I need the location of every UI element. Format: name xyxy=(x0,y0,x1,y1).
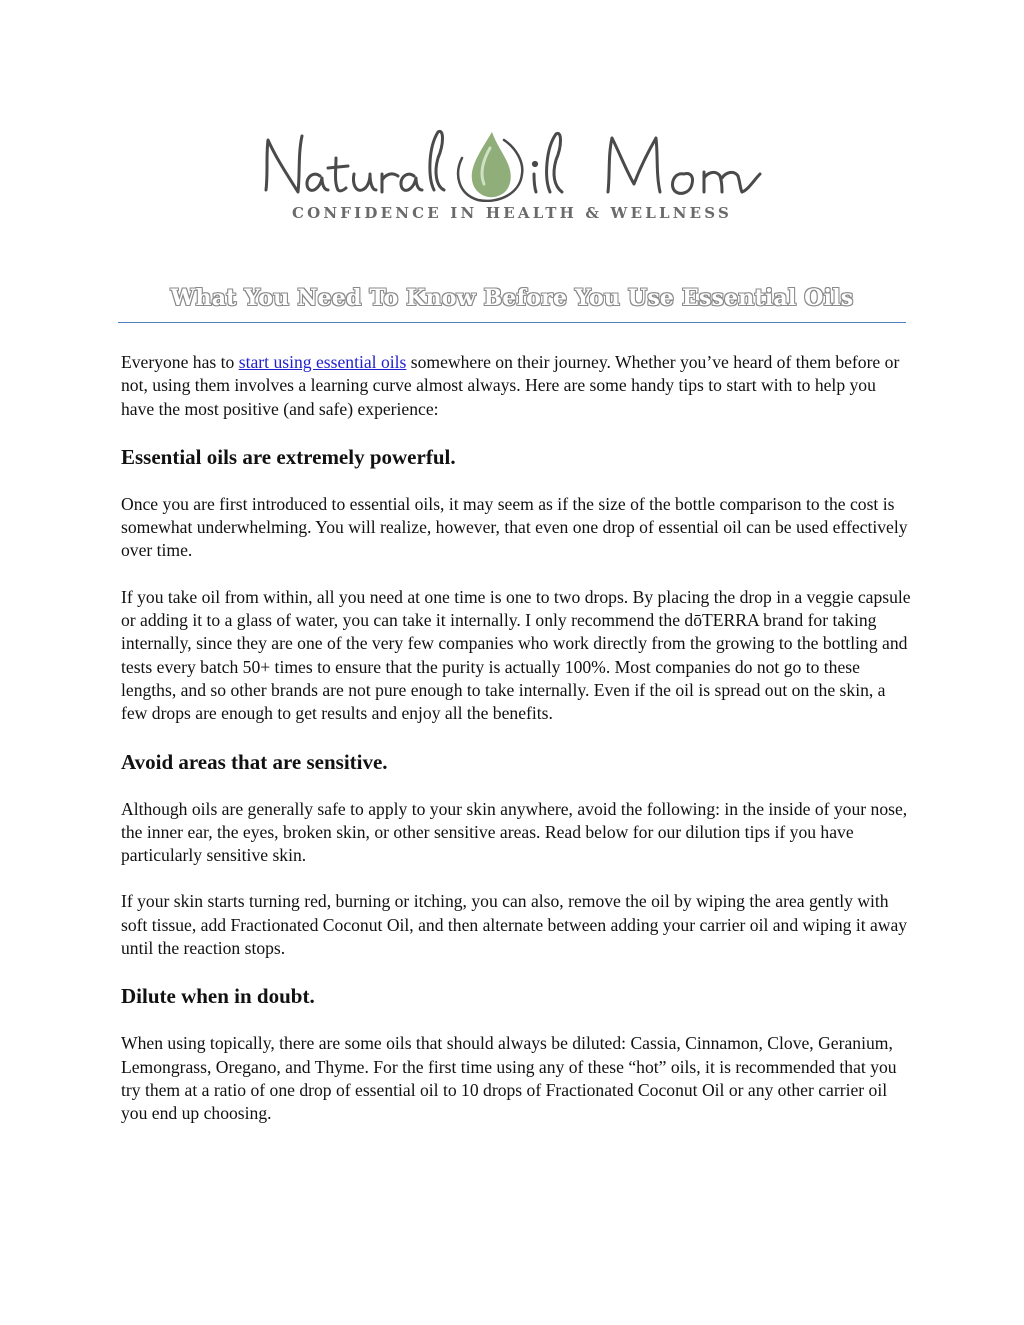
logo-tagline: CONFIDENCE IN HEALTH & WELLNESS xyxy=(291,204,733,222)
section-paragraph: If your skin starts turning red, burning or itching, you can also, remove the oil by wiping the area gently with soft tissue, add Fractionated Coconut Oil, and then alternate between adding your carrier oil and wiping it away until the reaction stops. xyxy=(121,891,908,959)
title-divider xyxy=(118,322,906,323)
intro-text-after-link: somewhere on their journey. Whether you’ve heard of them before or not, using them involves a learning curve almost always. Here are some handy tips to start with to help you have the most positive (and safe) experience: xyxy=(121,352,900,419)
intro-paragraph xyxy=(121,351,911,421)
intro-text-before-link: Everyone has to xyxy=(121,352,239,372)
section-heading: Avoid areas that are sensitive. xyxy=(121,749,388,774)
page-title: What You Need To Know Before You Use Essential Oils xyxy=(170,285,854,311)
section-paragraph: If you take oil from within, all you need at one time is one to two drops. By placing the drop in a veggie capsule or adding it to a glass of water, you can take it internally. I only recommend the dōTERRA brand for taking internally, since they are one of the very few companies who work directly from the growing to the bottling and tests every batch 50+ times to ensure that the purity is actually 100%. Most companies do not go to these lengths, and so other brands are not pure enough to take internally. Even if the oil is spread out on the skin, a few drops are enough to get results and enjoy all the benefits. xyxy=(121,586,911,724)
article-body xyxy=(121,351,911,1149)
start-using-essential-oils-link[interactable]: start using essential oils xyxy=(238,352,407,372)
section-heading: Dilute when in doubt. xyxy=(121,984,315,1009)
section-paragraph: When using topically, there are some oils that should always be diluted: Cassia, Cinnamon, Clove, Geranium, Lemongrass, Oregano, and Thyme. For the first time using any of these “hot” oils, it is recommended that you try them at a ratio of one drop of essential oil to 10 drops of Fractionated Coconut Oil or any other carrier oil you end up choosing. xyxy=(121,1033,897,1124)
section-heading: Essential oils are extremely powerful. xyxy=(121,444,456,469)
section-paragraph: Although oils are generally safe to apply to your skin anywhere, avoid the following: in the inside of your nose, the inner ear, the eyes, broken skin, or other sensitive areas. Read below for our dilution tips if you have particularly sensitive skin. xyxy=(121,798,908,866)
natural-oil-mom-logo xyxy=(258,118,766,230)
logo-wordmark xyxy=(258,118,766,202)
oil-drop-icon xyxy=(458,132,522,201)
logo-script-text: Natural Oil Mom xyxy=(258,118,265,119)
section-paragraph: Once you are first introduced to essential oils, it may seem as if the size of the bottle comparison to the cost is somewhat underwhelming. You will realize, however, that even one drop of essential oil can be used effectively over time. xyxy=(121,493,908,561)
